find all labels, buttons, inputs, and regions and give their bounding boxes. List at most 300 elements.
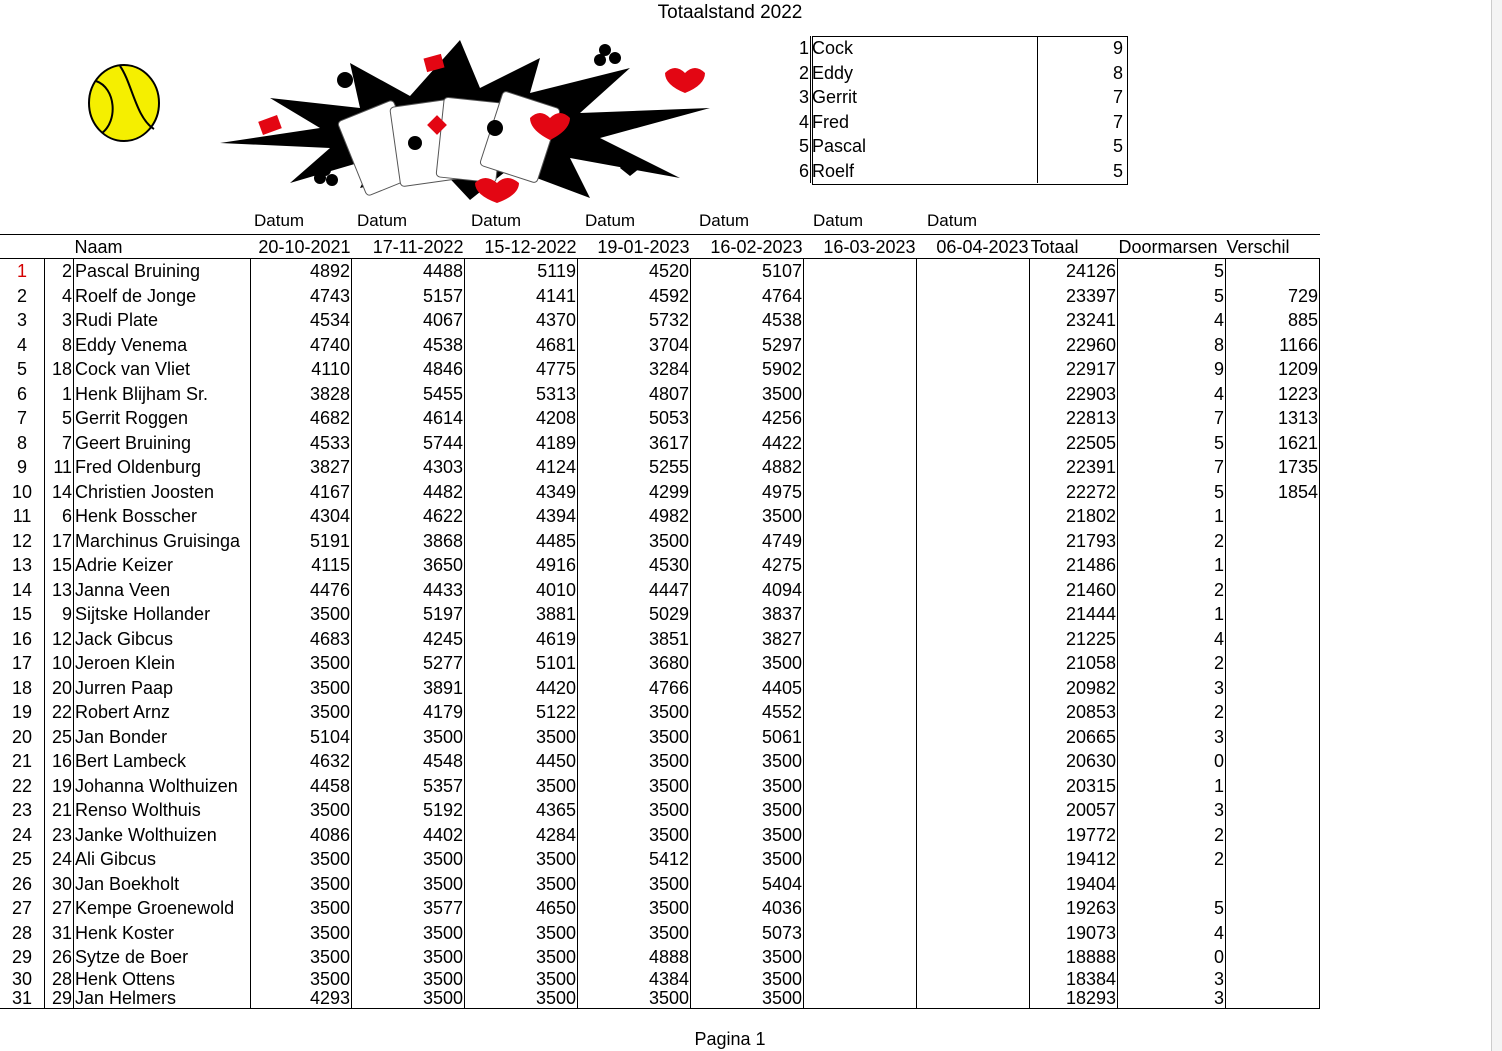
- score-cell: 4275: [691, 553, 804, 578]
- table-row: [0, 553, 1320, 578]
- score-cell: [804, 725, 917, 750]
- totaal-cell: 19772: [1030, 823, 1118, 848]
- rank-cell: 8: [16, 432, 27, 453]
- score-cell: 4256: [691, 406, 804, 431]
- score-cell: [917, 798, 1030, 823]
- totaal-cell: 24126: [1030, 259, 1118, 284]
- verschil-header: Verschil: [1226, 235, 1320, 259]
- score-cell: [917, 308, 1030, 333]
- totaal-cell: 19404: [1030, 872, 1118, 897]
- name-cell: Fred Oldenburg: [74, 455, 251, 480]
- rank-cell: 15: [11, 604, 33, 625]
- verschil-cell: [1226, 504, 1320, 529]
- score-cell: 3500: [251, 798, 352, 823]
- page-scrollbar[interactable]: [1491, 0, 1502, 1051]
- top6-rank: 6: [786, 159, 811, 184]
- score-cell: 4682: [251, 406, 352, 431]
- score-cell: 5744: [352, 431, 465, 456]
- name-cell: Jurren Paap: [74, 676, 251, 701]
- score-cell: 4520: [578, 259, 691, 284]
- score-cell: [917, 749, 1030, 774]
- score-cell: [804, 989, 917, 1009]
- score-cell: 3617: [578, 431, 691, 456]
- score-cell: [917, 725, 1030, 750]
- top6-name: Roelf: [811, 159, 1038, 184]
- verschil-cell: [1226, 676, 1320, 701]
- rank-cell: 28: [11, 922, 33, 943]
- score-cell: 4299: [578, 480, 691, 505]
- score-cell: 4067: [352, 308, 465, 333]
- verschil-cell: [1226, 578, 1320, 603]
- score-cell: 5197: [352, 602, 465, 627]
- top6-name: Fred: [811, 110, 1038, 135]
- rank-cell: 1: [16, 261, 27, 282]
- doormarsen-cell: 4: [1118, 627, 1226, 652]
- score-cell: [804, 504, 917, 529]
- score-cell: 3500: [465, 945, 578, 970]
- verschil-cell: [1226, 700, 1320, 725]
- rank-cell: 6: [16, 383, 27, 404]
- score-cell: [804, 627, 917, 652]
- score-cell: [917, 529, 1030, 554]
- name-cell: Marchinus Gruisinga: [74, 529, 251, 554]
- prev-rank-cell: 23: [45, 823, 74, 848]
- table-row: [0, 798, 1320, 823]
- score-cell: 4304: [251, 504, 352, 529]
- header-row: [0, 235, 1320, 259]
- top6-points: 7: [1112, 111, 1123, 132]
- score-cell: 4141: [465, 284, 578, 309]
- prev-rank-cell: 30: [45, 872, 74, 897]
- score-cell: [804, 847, 917, 872]
- score-cell: 3837: [691, 602, 804, 627]
- score-cell: 5191: [251, 529, 352, 554]
- table-row: [0, 284, 1320, 309]
- score-cell: 5455: [352, 382, 465, 407]
- name-cell: Cock van Vliet: [74, 357, 251, 382]
- rank-cell: 25: [11, 849, 33, 870]
- top6-row: [786, 159, 1124, 184]
- rank-cell: 22: [11, 775, 33, 796]
- doormarsen-cell: 3: [1118, 676, 1226, 701]
- doormarsen-cell: 9: [1118, 357, 1226, 382]
- score-cell: [917, 382, 1030, 407]
- doormarsen-cell: [1118, 872, 1226, 897]
- verschil-cell: 1313: [1226, 406, 1320, 431]
- doormarsen-cell: 0: [1118, 945, 1226, 970]
- score-cell: 4632: [251, 749, 352, 774]
- prev-rank-cell: 4: [45, 284, 74, 309]
- score-cell: 5107: [691, 259, 804, 284]
- top6-rank: 1: [786, 36, 811, 61]
- score-cell: [917, 945, 1030, 970]
- score-cell: 4534: [251, 308, 352, 333]
- date-header: 20-10-2021: [251, 235, 352, 259]
- score-cell: 4476: [251, 578, 352, 603]
- date-header: 16-03-2023: [804, 235, 917, 259]
- doormarsen-cell: 1: [1118, 774, 1226, 799]
- score-cell: 3881: [465, 602, 578, 627]
- verschil-cell: [1226, 627, 1320, 652]
- table-row: [0, 455, 1320, 480]
- score-cell: 4420: [465, 676, 578, 701]
- name-cell: Sytze de Boer: [74, 945, 251, 970]
- score-cell: [804, 602, 917, 627]
- name-cell: Henk Ottens: [74, 970, 251, 989]
- table-row: [0, 725, 1320, 750]
- score-cell: [917, 333, 1030, 358]
- prev-rank-cell: 19: [45, 774, 74, 799]
- name-cell: Kempe Groenewold: [74, 896, 251, 921]
- rank-cell: 23: [11, 800, 33, 821]
- score-cell: 3500: [352, 921, 465, 946]
- score-cell: 4681: [465, 333, 578, 358]
- prev-rank-cell: 29: [45, 989, 74, 1009]
- totaal-cell: 18384: [1030, 970, 1118, 989]
- score-cell: 4189: [465, 431, 578, 456]
- name-cell: Jan Bonder: [74, 725, 251, 750]
- rank-cell: 31: [0, 989, 45, 1009]
- prev-rank-cell: 8: [45, 333, 74, 358]
- score-cell: 3500: [465, 725, 578, 750]
- score-cell: [917, 651, 1030, 676]
- score-cell: [917, 553, 1030, 578]
- score-cell: 4614: [352, 406, 465, 431]
- score-cell: 3680: [578, 651, 691, 676]
- score-cell: 3500: [465, 921, 578, 946]
- prev-rank-cell: 2: [45, 259, 74, 284]
- top6-name: Eddy: [811, 61, 1038, 86]
- top6-row: [786, 134, 1124, 159]
- score-cell: 3500: [691, 774, 804, 799]
- prev-rank-cell: 22: [45, 700, 74, 725]
- datum-label: Datum: [699, 211, 750, 230]
- score-cell: [804, 970, 917, 989]
- naam-header: Naam: [74, 235, 251, 259]
- score-cell: [917, 823, 1030, 848]
- top6-rank: 3: [786, 85, 811, 110]
- score-cell: 5404: [691, 872, 804, 897]
- totaal-cell: 23241: [1030, 308, 1118, 333]
- score-cell: [804, 406, 917, 431]
- score-cell: 4447: [578, 578, 691, 603]
- score-cell: 4888: [578, 945, 691, 970]
- score-cell: 4552: [691, 700, 804, 725]
- verschil-cell: [1226, 872, 1320, 897]
- score-cell: 4433: [352, 578, 465, 603]
- score-cell: 3500: [465, 872, 578, 897]
- score-cell: 4749: [691, 529, 804, 554]
- score-cell: 4622: [352, 504, 465, 529]
- name-cell: Henk Koster: [74, 921, 251, 946]
- score-cell: 3500: [465, 989, 578, 1009]
- top6-row: [786, 85, 1124, 110]
- tennis-ball-icon: [86, 63, 164, 145]
- verschil-cell: 1209: [1226, 357, 1320, 382]
- rank-cell: 11: [12, 506, 32, 527]
- score-cell: [804, 945, 917, 970]
- rank-cell: 5: [16, 359, 27, 380]
- score-cell: [804, 308, 917, 333]
- prev-rank-cell: 26: [45, 945, 74, 970]
- doormarsen-cell: 5: [1118, 431, 1226, 456]
- doormarsen-cell: 2: [1118, 700, 1226, 725]
- prev-rank-cell: 27: [45, 896, 74, 921]
- rank-cell: 18: [11, 677, 33, 698]
- rank-cell: 9: [16, 457, 27, 478]
- table-row: [0, 333, 1320, 358]
- table-row: [0, 847, 1320, 872]
- score-cell: 5119: [465, 259, 578, 284]
- score-cell: 4284: [465, 823, 578, 848]
- score-cell: 4743: [251, 284, 352, 309]
- score-cell: 5313: [465, 382, 578, 407]
- score-cell: 5104: [251, 725, 352, 750]
- score-cell: 3500: [251, 896, 352, 921]
- score-cell: 4010: [465, 578, 578, 603]
- score-cell: [917, 455, 1030, 480]
- score-cell: 4740: [251, 333, 352, 358]
- totaal-cell: 21460: [1030, 578, 1118, 603]
- score-cell: 3868: [352, 529, 465, 554]
- score-cell: 3500: [578, 921, 691, 946]
- score-cell: [804, 872, 917, 897]
- date-header: 15-12-2022: [465, 235, 578, 259]
- doormarsen-cell: 4: [1118, 921, 1226, 946]
- table-row: [0, 480, 1320, 505]
- score-cell: 3500: [251, 945, 352, 970]
- totaal-cell: 20982: [1030, 676, 1118, 701]
- page-title: Totaalstand 2022: [657, 2, 803, 23]
- doormarsen-cell: 5: [1118, 896, 1226, 921]
- totaal-cell: 22917: [1030, 357, 1118, 382]
- score-cell: 4975: [691, 480, 804, 505]
- score-cell: 4530: [578, 553, 691, 578]
- prev-rank-cell: 28: [45, 970, 74, 989]
- prev-rank-cell: 24: [45, 847, 74, 872]
- score-cell: 4179: [352, 700, 465, 725]
- table-row: [0, 627, 1320, 652]
- score-cell: 5192: [352, 798, 465, 823]
- totaal-cell: 20630: [1030, 749, 1118, 774]
- totaal-cell: 20853: [1030, 700, 1118, 725]
- name-cell: Jan Boekholt: [74, 872, 251, 897]
- date-header: 16-02-2023: [691, 235, 804, 259]
- totaal-cell: 19412: [1030, 847, 1118, 872]
- rank-cell: 12: [11, 530, 33, 551]
- score-cell: [804, 774, 917, 799]
- score-cell: 4370: [465, 308, 578, 333]
- score-cell: 3500: [251, 676, 352, 701]
- doormarsen-cell: 7: [1118, 455, 1226, 480]
- table-row: [0, 896, 1320, 921]
- score-cell: [804, 553, 917, 578]
- score-cell: [804, 529, 917, 554]
- score-cell: 3500: [352, 970, 465, 989]
- score-cell: [804, 700, 917, 725]
- top6-row: [786, 36, 1124, 61]
- score-cell: 5277: [352, 651, 465, 676]
- totaal-cell: 22505: [1030, 431, 1118, 456]
- prev-rank-cell: 16: [45, 749, 74, 774]
- score-cell: 4916: [465, 553, 578, 578]
- totaal-cell: 23397: [1030, 284, 1118, 309]
- prev-rank-cell: 20: [45, 676, 74, 701]
- name-cell: Ali Gibcus: [74, 847, 251, 872]
- table-row: [0, 602, 1320, 627]
- rank-cell: 26: [11, 873, 33, 894]
- rank-cell: 19: [11, 702, 33, 723]
- table-row: [0, 357, 1320, 382]
- prev-rank-cell: 1: [45, 382, 74, 407]
- score-cell: [804, 676, 917, 701]
- totaal-header: Totaal: [1030, 235, 1118, 259]
- score-cell: [917, 872, 1030, 897]
- score-cell: 4036: [691, 896, 804, 921]
- score-cell: [917, 284, 1030, 309]
- table-row: [0, 945, 1320, 970]
- rank-cell: 20: [11, 726, 33, 747]
- verschil-cell: [1226, 847, 1320, 872]
- totaal-cell: 20057: [1030, 798, 1118, 823]
- score-cell: 4405: [691, 676, 804, 701]
- score-cell: 4764: [691, 284, 804, 309]
- score-cell: 3500: [465, 847, 578, 872]
- name-cell: Jeroen Klein: [74, 651, 251, 676]
- top6-rank: 4: [786, 110, 811, 135]
- totaal-cell: 22272: [1030, 480, 1118, 505]
- score-cell: [917, 989, 1030, 1009]
- score-cell: [804, 333, 917, 358]
- verschil-cell: 1854: [1226, 480, 1320, 505]
- verschil-cell: [1226, 749, 1320, 774]
- doormarsen-cell: 1: [1118, 504, 1226, 529]
- score-cell: 4775: [465, 357, 578, 382]
- score-cell: 3500: [578, 896, 691, 921]
- verschil-cell: [1226, 651, 1320, 676]
- score-cell: 5255: [578, 455, 691, 480]
- score-cell: 4485: [465, 529, 578, 554]
- rank-cell: 13: [11, 555, 33, 576]
- score-cell: 4548: [352, 749, 465, 774]
- table-row: [0, 529, 1320, 554]
- doormarsen-cell: 2: [1118, 651, 1226, 676]
- doormarsen-cell: 3: [1118, 725, 1226, 750]
- score-cell: 3284: [578, 357, 691, 382]
- verschil-cell: [1226, 823, 1320, 848]
- score-cell: [804, 455, 917, 480]
- rank-cell: 27: [11, 898, 33, 919]
- verschil-cell: [1226, 529, 1320, 554]
- top6-points: 9: [1112, 38, 1123, 59]
- verschil-cell: [1226, 602, 1320, 627]
- score-cell: 4458: [251, 774, 352, 799]
- table-row: [0, 308, 1320, 333]
- top6-points: 5: [1112, 136, 1123, 157]
- doormarsen-cell: 1: [1118, 602, 1226, 627]
- score-cell: 4402: [352, 823, 465, 848]
- score-cell: 3500: [578, 749, 691, 774]
- doormarsen-cell: 4: [1118, 308, 1226, 333]
- top6-row: [786, 110, 1124, 135]
- prev-rank-cell: 25: [45, 725, 74, 750]
- rank-cell: 10: [11, 481, 33, 502]
- totaal-cell: 21793: [1030, 529, 1118, 554]
- doormarsen-cell: 2: [1118, 823, 1226, 848]
- prev-rank-cell: 13: [45, 578, 74, 603]
- doormarsen-cell: 4: [1118, 382, 1226, 407]
- doormarsen-cell: 3: [1118, 970, 1226, 989]
- verschil-cell: [1226, 945, 1320, 970]
- score-cell: 5732: [578, 308, 691, 333]
- name-cell: Gerrit Roggen: [74, 406, 251, 431]
- name-cell: Bert Lambeck: [74, 749, 251, 774]
- score-cell: 3500: [578, 798, 691, 823]
- score-cell: [917, 847, 1030, 872]
- name-cell: Adrie Keizer: [74, 553, 251, 578]
- verschil-cell: [1226, 970, 1320, 989]
- score-cell: 4766: [578, 676, 691, 701]
- score-cell: 4592: [578, 284, 691, 309]
- score-cell: 4167: [251, 480, 352, 505]
- prev-rank-cell: 12: [45, 627, 74, 652]
- score-cell: 3827: [251, 455, 352, 480]
- totaal-cell: 18888: [1030, 945, 1118, 970]
- score-cell: [804, 284, 917, 309]
- score-cell: [917, 676, 1030, 701]
- table-row: [0, 872, 1320, 897]
- name-cell: Sijtske Hollander: [74, 602, 251, 627]
- page-footer: Pagina 1: [694, 1029, 766, 1049]
- name-cell: Johanna Wolthuizen: [74, 774, 251, 799]
- verschil-cell: [1226, 989, 1320, 1009]
- score-cell: [917, 627, 1030, 652]
- doormarsen-cell: 0: [1118, 749, 1226, 774]
- prev-rank-cell: 5: [45, 406, 74, 431]
- doormarsen-cell: 8: [1118, 333, 1226, 358]
- score-cell: 4094: [691, 578, 804, 603]
- score-cell: 4482: [352, 480, 465, 505]
- score-cell: [917, 921, 1030, 946]
- score-cell: 3500: [691, 382, 804, 407]
- score-cell: 4394: [465, 504, 578, 529]
- score-cell: 3500: [578, 872, 691, 897]
- prev-rank-cell: 17: [45, 529, 74, 554]
- prev-rank-cell: 21: [45, 798, 74, 823]
- prev-rank-cell: 31: [45, 921, 74, 946]
- table-row: [0, 989, 1320, 1009]
- prev-rank-cell: 7: [45, 431, 74, 456]
- score-cell: 3500: [691, 651, 804, 676]
- doormarsen-cell: 5: [1118, 480, 1226, 505]
- doormarsen-cell: 5: [1118, 259, 1226, 284]
- score-cell: 3500: [578, 774, 691, 799]
- score-cell: 3500: [251, 921, 352, 946]
- date-header: 19-01-2023: [578, 235, 691, 259]
- name-cell: Janna Veen: [74, 578, 251, 603]
- score-cell: 3500: [578, 529, 691, 554]
- score-cell: 4293: [251, 989, 352, 1009]
- name-cell: Roelf de Jonge: [74, 284, 251, 309]
- table-row: [0, 774, 1320, 799]
- doormarsen-cell: 3: [1118, 798, 1226, 823]
- datum-label: Datum: [927, 211, 978, 230]
- score-cell: 4882: [691, 455, 804, 480]
- score-cell: 4538: [691, 308, 804, 333]
- score-cell: 4303: [352, 455, 465, 480]
- score-cell: 4650: [465, 896, 578, 921]
- score-cell: 3500: [251, 872, 352, 897]
